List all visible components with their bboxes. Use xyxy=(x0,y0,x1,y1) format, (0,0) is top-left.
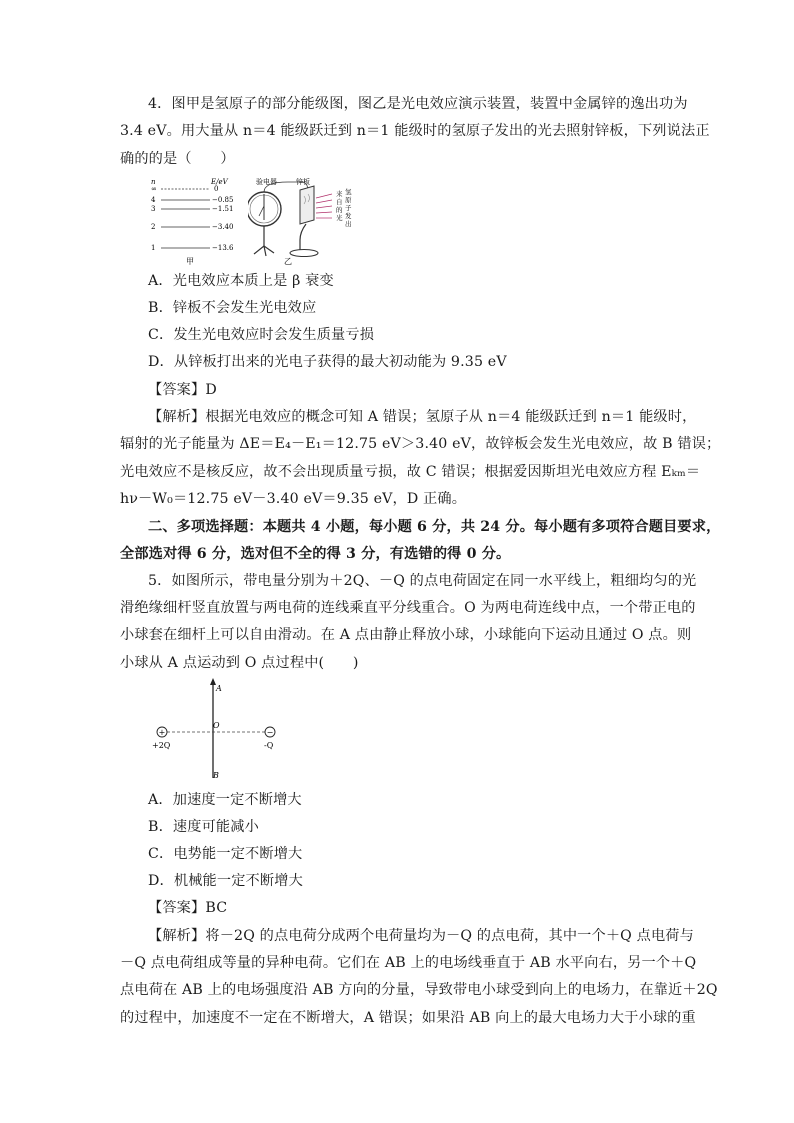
light-label-char-7: 的 xyxy=(336,206,343,214)
q4-analysis-line-1: 【解析】根据光电效应的概念可知 A 错误；氢原子从 n＝4 能级跃迁到 n＝1 能级时， xyxy=(148,409,697,425)
zinc-plate-label: 锌板 xyxy=(296,178,310,186)
level-e-4: −0.85 xyxy=(212,196,234,204)
q5-answer: 【答案】BC xyxy=(148,900,228,916)
point-o-label: O xyxy=(213,721,220,730)
q4-option-b: B．锌板不会发生光电效应 xyxy=(148,300,317,316)
q5-analysis-line-3: 点电荷在 AB 上的电场强度沿 AB 方向的分量，导致带电小球受到向上的电场力，在靠近＋2Q xyxy=(120,982,718,998)
q5-stem-line-4: 小球从 A 点运动到 O 点过程中( ) xyxy=(120,655,359,671)
light-ray-4 xyxy=(316,212,332,213)
light-ray-3 xyxy=(316,206,332,208)
q5-analysis-line-4: 的过程中，加速度不一定在不断增大，A 错误；如果沿 AB 向上的最大电场力大于小球的重 xyxy=(120,1010,696,1026)
level-n-1: 1 xyxy=(151,244,156,252)
q5-option-a: A．加速度一定不断增大 xyxy=(148,792,302,808)
electroscope-label: 验电器 xyxy=(256,178,277,186)
light-label-char-7b: 出 xyxy=(345,220,352,228)
photoelectric-apparatus xyxy=(248,174,360,266)
q5-analysis-line-2: －Q 点电荷组成等量的异种电荷。它们在 AB 上的电场线垂直于 AB 水平向右，另一个＋Q xyxy=(120,955,697,971)
caption-jia: 甲 xyxy=(186,257,194,266)
light-label-char-5: 子 xyxy=(345,204,352,212)
minus-q-label: -Q xyxy=(264,741,274,750)
q5-option-c: C．电势能一定不断增大 xyxy=(148,846,303,862)
zinc-plate xyxy=(300,186,314,224)
q5-stem-line-3: 小球套在细杆上可以自由滑动。在 A 点由静止释放小球，小球能向下运动且通过 O 点。则 xyxy=(120,627,692,643)
n-header: n xyxy=(151,178,156,186)
q4-analysis-line-4: hν－W₀＝12.75 eV－3.40 eV＝9.35 eV，D 正确。 xyxy=(120,491,467,507)
level-n-4: 4 xyxy=(151,196,156,204)
zinc-stand-base xyxy=(290,250,318,257)
q4-analysis-line-3: 光电效应不是核反应，故不会出现质量亏损，故 C 错误；根据爱因斯坦光电效应方程 Eₖₘ＝ xyxy=(120,464,701,480)
electroscope-tripod xyxy=(254,246,274,256)
q4-stem-line-1: 4．图甲是氢原子的部分能级图，图乙是光电效应演示装置，装置中金属锌的逸出功为 xyxy=(148,96,688,112)
light-label-char-1: 来 xyxy=(336,190,343,198)
caption-yi: 乙 xyxy=(284,257,292,266)
q5-stem-line-1: 5．如图所示，带电量分别为＋2Q、－Q 的点电荷固定在同一水平线上，粗细均匀的光 xyxy=(148,573,697,589)
q4-stem-line-2: 3.4 eV。用大量从 n＝4 能级跃迁到 n＝1 能级时的氢原子发出的光去照射锌板，下列说法正 xyxy=(120,123,710,139)
point-a-label: A xyxy=(216,684,222,693)
level-e-inf: 0 xyxy=(214,185,219,193)
plus-sign: + xyxy=(158,728,166,737)
q4-stem-line-3: 确的的是（ ） xyxy=(120,151,235,167)
q5-stem-line-2: 滑绝缘细杆竖直放置与两电荷的连线乘直平分线重合。O 为两电荷连线中点，一个带正电的 xyxy=(120,600,696,616)
level-n-2: 2 xyxy=(151,223,156,231)
q4-option-c: C．发生光电效应时会发生质量亏损 xyxy=(148,327,375,343)
level-e-3: −1.51 xyxy=(212,205,234,213)
electroscope-leaf xyxy=(259,206,264,216)
q5-option-d: D．机械能一定不断增大 xyxy=(148,873,303,889)
light-label-char-3: 氢 xyxy=(345,188,352,196)
level-n-inf: ∞ xyxy=(151,185,157,193)
e-header: E/eV xyxy=(211,178,228,186)
q4-analysis-line-2: 辐射的光子能量为 ΔE＝E₄－E₁＝12.75 eV＞3.40 eV，故锌板会发生光电效应，故 B 错误； xyxy=(120,436,721,452)
light-label-char-6: 发 xyxy=(345,212,352,220)
energy-level-diagram xyxy=(148,174,248,266)
section2-heading-line-2: 全部选对得 6 分，选对但不全的得 3 分，有选错的得 0 分。 xyxy=(120,546,511,562)
light-label-char-2: 自 xyxy=(336,198,343,206)
q4-answer: 【答案】D xyxy=(148,382,217,398)
level-e-1: −13.6 xyxy=(212,244,234,252)
light-ray-1 xyxy=(316,194,332,198)
plus-2q-label: +2Q xyxy=(152,741,171,750)
light-label-char-4: 原 xyxy=(345,196,352,204)
light-ray-2 xyxy=(316,200,332,203)
point-b-label: B xyxy=(213,771,219,780)
q5-option-b: B．速度可能减小 xyxy=(148,819,259,835)
section2-heading-line-1: 二、多项选择题：本题共 4 小题，每小题 6 分，共 24 分。每小题有多项符合题目要求， xyxy=(148,519,721,535)
level-e-2: −3.40 xyxy=(212,223,234,231)
q4-option-d: D．从锌板打出来的光电子获得的最大初动能为 9.35 eV xyxy=(148,354,507,370)
light-label-char-8: 光 xyxy=(336,214,343,222)
minus-sign: − xyxy=(266,728,274,737)
level-n-3: 3 xyxy=(151,205,156,213)
q5-analysis-line-1: 【解析】将－2Q 的点电荷分成两个电荷量均为－Q 的点电荷，其中一个＋Q 点电荷与 xyxy=(148,928,694,944)
charges-rod-diagram xyxy=(150,678,290,784)
zinc-stand xyxy=(300,224,306,250)
q4-option-a: A．光电效应本质上是 β 衰变 xyxy=(148,273,334,289)
